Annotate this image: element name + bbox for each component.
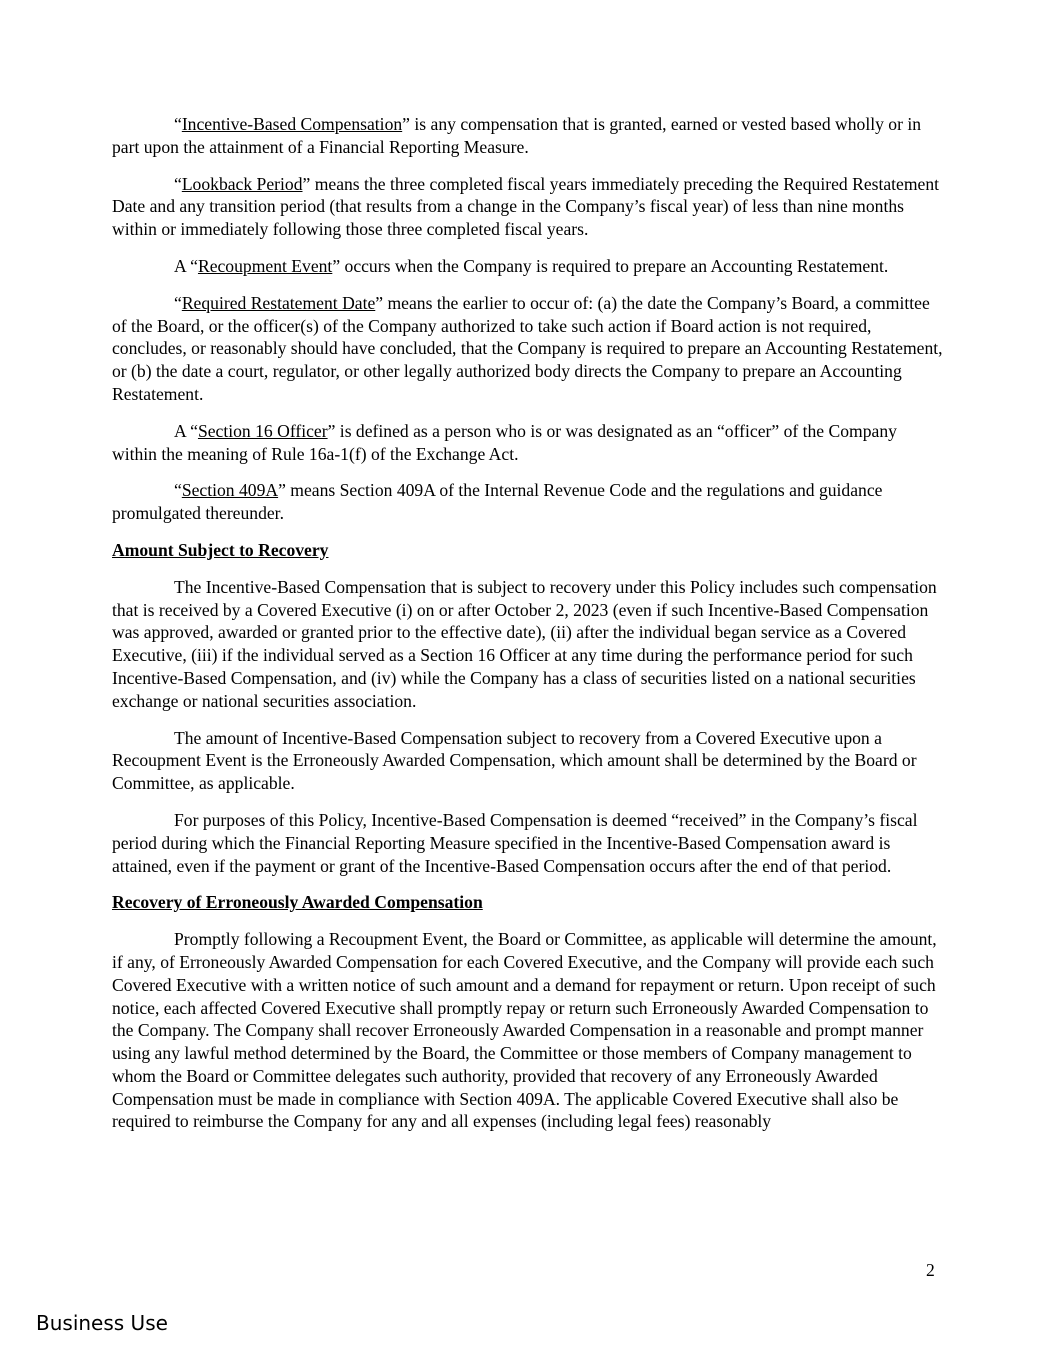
definition-prefix: “ (174, 114, 182, 134)
definition-prefix: “ (174, 173, 182, 194)
definition-lookback-period (112, 173, 944, 241)
document-body (112, 113, 944, 1147)
defined-term: Lookback Period (181, 173, 303, 194)
page-number: 2 (926, 1260, 935, 1280)
definition-text: ” is defined as a person who is or was designated as an “officer” of the Company within the meaning of Rule 16a-1(f) of the Exchange Act. (112, 420, 897, 464)
defined-term: Section 409A (181, 480, 279, 501)
definition-text: ” means the three completed fiscal years immediately preceding the Required Restatement Date and any transition period (that results from a change in the Company’s fiscal year) of less than nine months within or immediately following those three completed fiscal years. (112, 173, 940, 240)
classification-label: Business Use (36, 1311, 168, 1335)
definition-incentive-based-compensation (112, 113, 944, 159)
defined-term: Section 16 Officer (197, 420, 328, 441)
definition-prefix: A “ (174, 420, 198, 441)
section-heading-recovery: Recovery of Erroneously Awarded Compensation (112, 892, 483, 913)
definition-section-16-officer (112, 420, 944, 466)
defined-term: Incentive-Based Compensation (181, 114, 403, 134)
paragraph: Promptly following a Recoupment Event, the Board or Committee, as applicable will determine the amount, if any, of Erroneously Awarded Compensation for each Covered Executive, and the Company will provide each such Covered Executive with a written notice of such amount and a demand for repayment or return. Upon receipt of such notice, each affected Covered Executive shall promptly repay or return such Erroneously Awarded Compensation to the Company. The Company shall recover Erroneously Awarded Compensation in a reasonable and prompt manner using any lawful method determined by the Board, the Committee or those members of Company management to whom the Board or Committee delegates such authority, provided that recovery of any Erroneously Awarded Compensation must be made in compliance with Section 409A. The applicable Covered Executive shall also be required to reimburse the Company for any and all expenses (including legal fees) reasonably (112, 929, 937, 1132)
definition-text: ” occurs when the Company is required to prepare an Accounting Restatement. (332, 255, 889, 276)
defined-term: Required Restatement Date (181, 292, 376, 313)
definition-text: ” means Section 409A of the Internal Revenue Code and the regulations and guidance promulgated thereunder. (112, 480, 883, 524)
definition-prefix: “ (174, 292, 182, 313)
paragraph: The amount of Incentive-Based Compensation subject to recovery from a Covered Executive upon a Recoupment Event is the Erroneously Awarded Compensation, which amount shall be determined by the Board or Committee, as applicable. (112, 727, 917, 794)
defined-term: Recoupment Event (197, 255, 333, 276)
section-heading-amount-subject-to-recovery: Amount Subject to Recovery (112, 539, 329, 560)
definition-required-restatement-date (112, 292, 944, 406)
definition-section-409a (112, 479, 944, 525)
definition-text: ” is any compensation that is granted, earned or vested based wholly or in part upon the attainment of a Financial Reporting Measure. (112, 114, 922, 157)
paragraph: For purposes of this Policy, Incentive-Based Compensation is deemed “received” in the Company’s fiscal period during which the Financial Reporting Measure specified in the Incentive-Based Compensation award is attained, even if the payment or grant of the Incentive-Based Compensation occurs after the end of that period. (112, 809, 918, 876)
definition-text: ” means the earlier to occur of: (a) the date the Company’s Board, a committee of the Board, or the officer(s) of the Company authorized to take such action if Board action is not required, concludes, or reasonably should have concluded, that the Company is required to prepare an Accounting Restatement, or (b) the date a court, regulator, or other legally authorized body directs the Company to prepare an Accounting Restatement. (112, 292, 943, 404)
paragraph: The Incentive-Based Compensation that is subject to recovery under this Policy includes such compensation that is received by a Covered Executive (i) on or after October 2, 2023 (even if such Incentive-Based Compensation was approved, awarded or granted prior to the effective date), (ii) after the individual began service as a Covered Executive, (iii) if the individual served as a Section 16 Officer at any time during the performance period for such Incentive-Based Compensation, and (iv) while the Company has a class of securities listed on a national securities exchange or national securities association. (112, 576, 937, 711)
definition-recoupment-event (112, 255, 944, 278)
definition-prefix: A “ (174, 255, 198, 276)
definition-prefix: “ (174, 480, 182, 501)
